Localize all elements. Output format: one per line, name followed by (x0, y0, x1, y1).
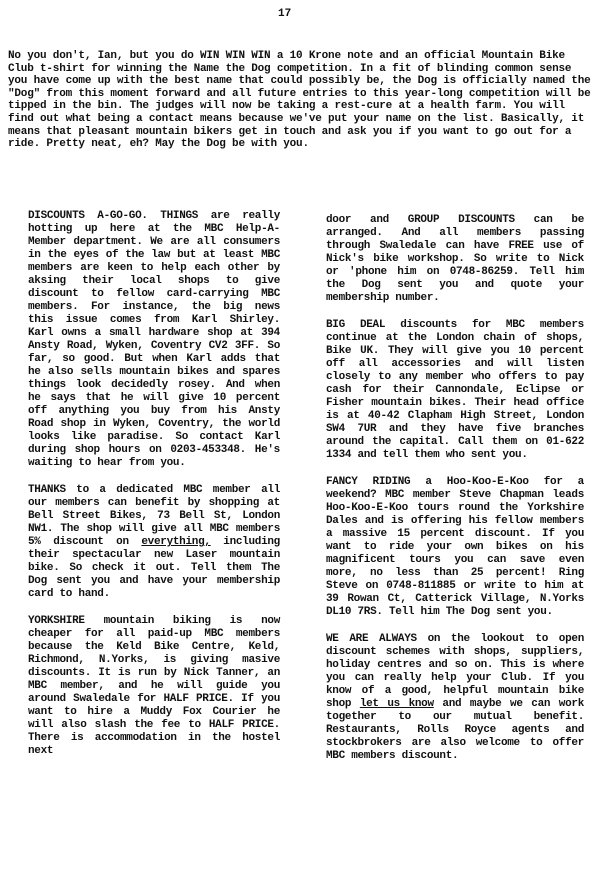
intro-paragraph: No you don't, Ian, but you do WIN WIN WIN a 10 Krone note and an official Mountain Bike Club t-shirt for winning the Name the Dog competition. In a fit of blinding common sense you have come up with the best name that could possibly be, the Dog is officially named the "Dog" from this moment forward and all future entries to this year-long competition will be tipped in the bin. The judges will now be taking a rest-cure at a health farm. You will find out what being a contact means because we've put your name on the list. Basically, it means that pleasant mountain bikers get in touch and ask you if you want to go out for a ride. Pretty neat, eh? May the Dog be with you. (8, 50, 591, 151)
thanks-text-end: including their spectacular new Laser mountain bike. So check it out. Tell them The Dog sent you and have your membership card to hand. (28, 536, 280, 600)
thanks-text-start: THANKS to a dedicated MBC member all our members can benefit by shopping at Bell Street Bikes, 73 Bell St, London NW1. The shop will give all MBC members 5% discount on (28, 484, 280, 548)
left-column (28, 210, 280, 772)
always-paragraph (326, 633, 584, 763)
always-text-end: and maybe we can work together to our mutual benefit. Restaurants, Rolls Royce agents and stockbrokers are also welcome to offer MBC members discount. (326, 698, 584, 762)
yorkshire-paragraph: YORKSHIRE mountain biking is now cheaper for all paid-up MBC members because the Keld Bike Centre, Keld, Richmond, N.Yorks, is giving masive discounts. It is run by Nick Tanner, an MBC member, and he will guide you around Swaledale for HALF PRICE. If you want to hire a Muddy Fox Courier he will also slash the fee to HALF PRICE. There is accommodation in the hostel next (28, 615, 280, 757)
thanks-paragraph (28, 484, 280, 601)
thanks-underlined-word: everything, (141, 536, 211, 548)
page-number: 17 (278, 8, 292, 20)
yorkshire-continuation-paragraph: door and GROUP DISCOUNTS can be arranged. And all members passing through Swaledale can have FREE use of Nick's bike workshop. So write to Nick or 'phone him on 0748-86259. Tell him the Dog sent you and quote your membership number. (326, 214, 584, 304)
big-deal-paragraph: BIG DEAL discounts for MBC members continue at the London chain of shops, Bike UK. They will give you 10 percent off all accessories and will listen closely to any member who offers to pay cash for their Cannondale, Eclipse or Fisher mountain bikes. Their head office is at 40-42 Clapham High Street, London SW4 7UR and they have five branches around the capital. Call them on 01-622 1334 and tell them who sent you. (326, 319, 584, 461)
fancy-riding-paragraph: FANCY RIDING a Hoo-Koo-E-Koo for a weekend? MBC member Steve Chapman leads Hoo-Koo-E-Koo tours round the Yorkshire Dales and is offering his fellow members a massive 15 percent discount. If you want to ride your own bikes on his magnificent tours you can save even more, no less than 25 percent! Ring Steve on 0748-811885 or write to him at 39 Rowan Ct, Catterick Village, N.Yorks DL10 7RS. Tell him The Dog sent you. (326, 476, 584, 618)
always-text-start: WE ARE ALWAYS on the lookout to open discount schemes with shops, suppliers, holiday centres and so on. This is where you can really help your Club. If you know of a good, helpful mountain bike shop (326, 633, 584, 710)
discounts-paragraph: DISCOUNTS A-GO-GO. THINGS are really hotting up here at the MBC Help-A-Member department. We are all consumers in the eyes of the law but at least MBC members are keen to help each other by aksing their local shops to give discount to fellow card-carrying MBC members. For instance, the big news this issue comes from Karl Shirley. Karl owns a small hardware shop at 394 Ansty Road, Wyken, Coventry CV2 3FF. So far, so good. But when Karl adds that he also sells mountain bikes and spares things look decidedly rosey. And when he says that he will give 10 percent off anything you buy from his Ansty Road shop in Wyken, Coventry, the world looks like paradise. So contact Karl during shop hours on 0203-453348. He's waiting to hear from you. (28, 210, 280, 469)
always-underlined-phrase: let us know (359, 698, 434, 710)
right-column (326, 214, 584, 777)
